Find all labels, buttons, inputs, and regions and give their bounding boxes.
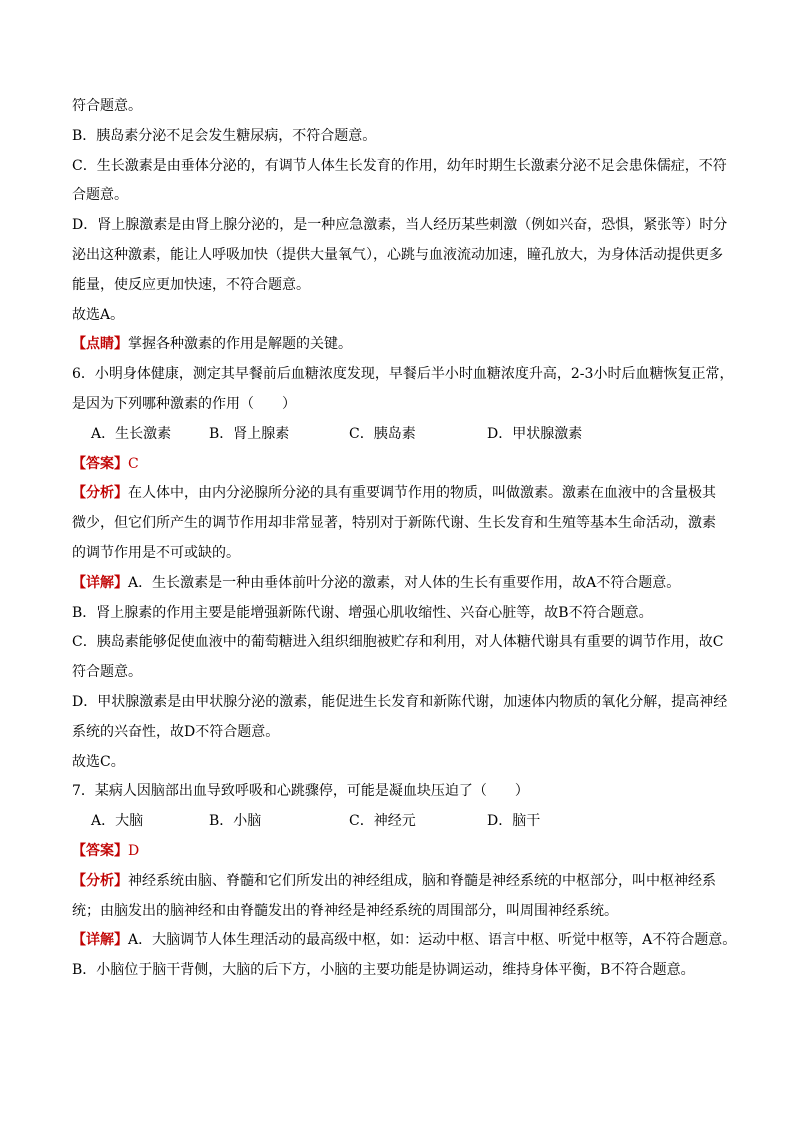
text-line: B．肾上腺素的作用主要是能增强新陈代谢、增强心肌收缩性、兴奋心脏等，故B不符合题意。 xyxy=(72,604,653,621)
document-page xyxy=(72,92,737,986)
option-a: A．生长激素 xyxy=(91,425,172,442)
text-line: D．甲状腺激素是由甲状腺分泌的激素，能促进生长发育和新陈代谢，加速体内物质的氧化分解，提高神经 xyxy=(72,693,728,710)
answer-line xyxy=(72,837,732,867)
comment-text: 掌握各种激素的作用是解题的关键。 xyxy=(128,336,352,353)
answer-value: C xyxy=(128,455,139,472)
choose-line: 故选C。 xyxy=(72,753,125,770)
analysis-tag: 【分析】 xyxy=(72,872,128,889)
choose-line: 故选A。 xyxy=(72,306,125,323)
option-d: D．脑干 xyxy=(487,813,541,830)
answer-value: D xyxy=(128,842,140,859)
option-b: B．小脑 xyxy=(209,813,262,830)
comment-line xyxy=(72,330,732,360)
analysis-line xyxy=(72,479,732,509)
option-b: B．肾上腺素 xyxy=(209,425,290,442)
answer-tag: 【答案】 xyxy=(72,842,128,859)
text-line: 符合题意。 xyxy=(72,664,142,681)
text-line: 能量，使反应更加快速，不符合题意。 xyxy=(72,276,310,293)
analysis-text: 神经系统由脑、脊髓和它们所发出的神经组成，脑和脊髓是神经系统的中枢部分，叫中枢神经系 xyxy=(128,872,716,889)
question-7-stem: 7．某病人因脑部出血导致呼吸和心跳骤停，可能是凝血块压迫了（ ） xyxy=(72,783,529,800)
text-line: D．肾上腺激素是由肾上腺分泌的，是一种应急激素，当人经历某些刺激（例如兴奋，恐惧，紧张等）时分 xyxy=(72,217,728,234)
question-6-stem: 6．小明身体健康，测定其早餐前后血糖浓度发现，早餐后半小时血糖浓度升高，2-3小时后血糖恢复正常， xyxy=(72,366,734,383)
analysis-text: 在人体中，由内分泌腺所分泌的具有重要调节作用的物质，叫做激素。激素在血液中的含量极其 xyxy=(128,485,716,502)
text-line: 的调节作用是不可或缺的。 xyxy=(72,544,240,561)
detail-text: A．生长激素是一种由垂体前叶分泌的激素，对人体的生长有重要作用，故A不符合题意。 xyxy=(128,574,681,591)
text-line: 微少，但它们所产生的调节作用却非常显著，特别对于新陈代谢、生长发育和生殖等基本生命活动，激素 xyxy=(72,515,716,532)
option-d: D．甲状腺激素 xyxy=(487,425,583,442)
text-line: 系统的兴奋性，故D不符合题意。 xyxy=(72,723,280,740)
option-c: C．胰岛素 xyxy=(349,425,416,442)
text-line: B．小脑位于脑干背侧，大脑的后下方，小脑的主要功能是协调运动，维持身体平衡，B不符合题意。 xyxy=(72,962,695,979)
question-6-stem: 是因为下列哪种激素的作用（ ） xyxy=(72,395,296,412)
text-line: C．胰岛素能够促使血液中的葡萄糖进入组织细胞被贮存和利用，对人体糖代谢具有重要的调节作用，故C xyxy=(72,634,724,651)
question-7-options xyxy=(72,807,732,837)
question-6-options xyxy=(72,420,732,450)
answer-line xyxy=(72,450,732,480)
analysis-line xyxy=(72,867,732,897)
detail-tag: 【详解】 xyxy=(72,932,128,949)
comment-tag: 【点睛】 xyxy=(72,336,128,353)
text-line: 符合题意。 xyxy=(72,98,142,114)
option-a: A．大脑 xyxy=(91,813,144,830)
text-line: 合题意。 xyxy=(72,187,128,204)
text-line: 泌出这种激素，能让人呼吸加快（提供大量氧气），心跳与血液流动加速，瞳孔放大，为身体活动提供更多 xyxy=(72,246,723,263)
analysis-tag: 【分析】 xyxy=(72,485,128,502)
detail-line xyxy=(72,926,737,956)
detail-tag: 【详解】 xyxy=(72,574,128,591)
text-line: 统；由脑发出的脑神经和由脊髓发出的脊神经是神经系统的周围部分，叫周围神经系统。 xyxy=(72,902,618,919)
detail-text: A．大脑调节人体生理活动的最高级中枢，如：运动中枢、语言中枢、听觉中枢等，A不符合题意。 xyxy=(128,932,737,949)
option-c: C．神经元 xyxy=(349,813,416,830)
answer-tag: 【答案】 xyxy=(72,455,128,472)
text-line: B．胰岛素分泌不足会发生糖尿病，不符合题意。 xyxy=(72,127,377,144)
text-line: C．生长激素是由垂体分泌的，有调节人体生长发育的作用，幼年时期生长激素分泌不足会患侏儒症，不符 xyxy=(72,157,727,174)
detail-line xyxy=(72,569,732,599)
